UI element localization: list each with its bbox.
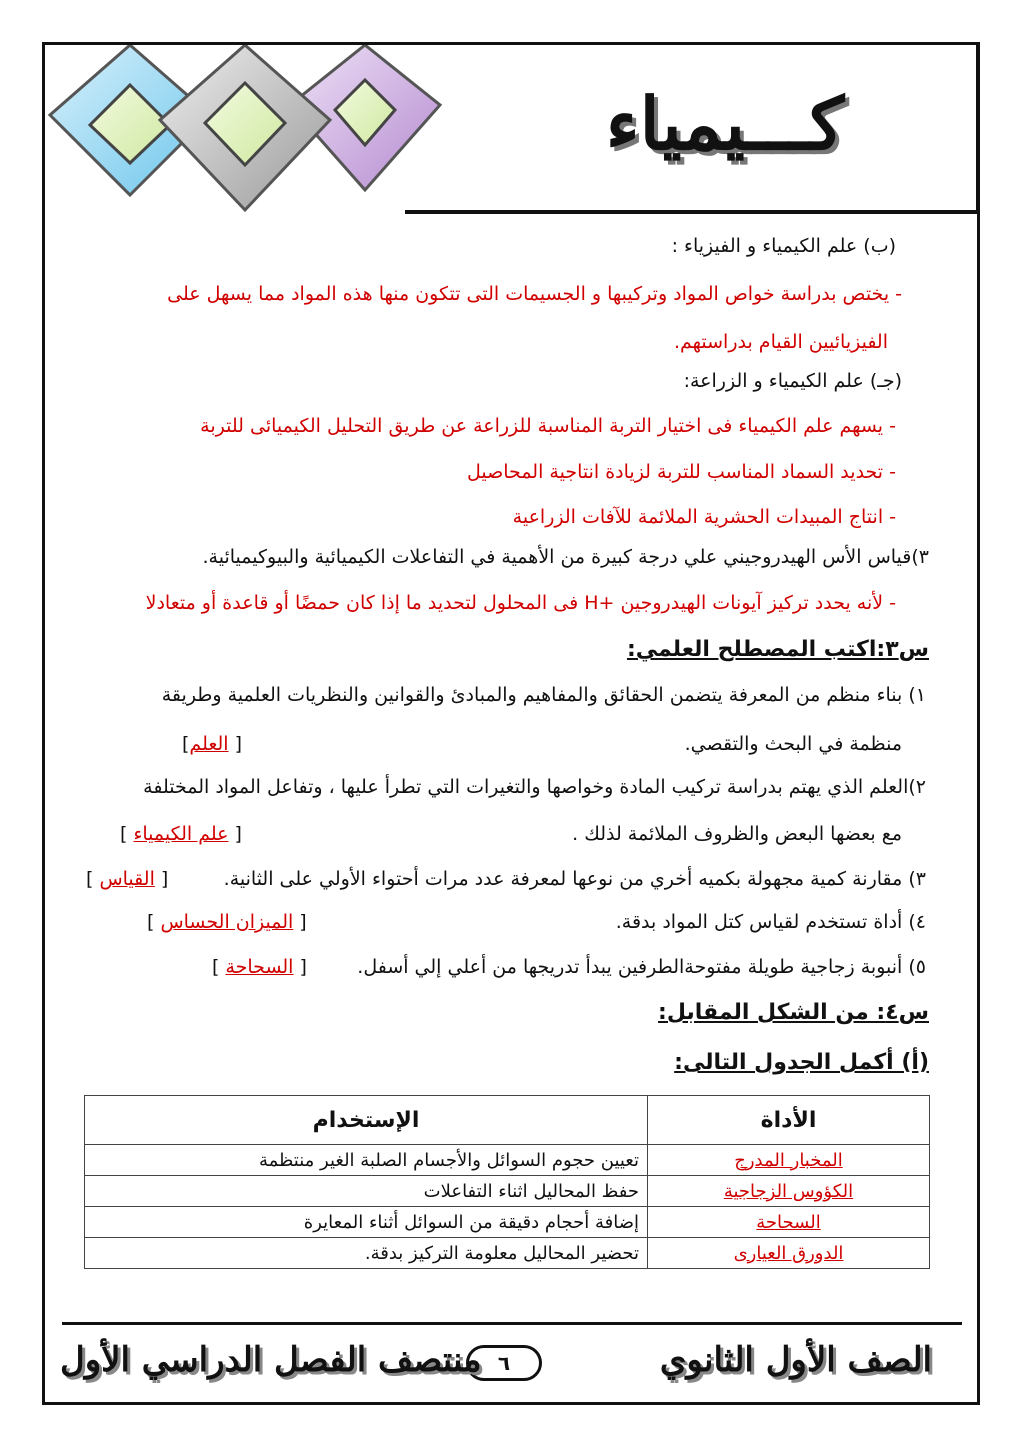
answer-text: القياس: [99, 868, 155, 890]
answer-text: السحاحة: [225, 956, 294, 978]
section-c-item: - يسهم علم الكيمياء فى اختيار التربة المناسبة للزراعة عن طريق التحليل الكيميائى للتربة: [200, 415, 896, 437]
q3-item-2-answer: [ علم الكيمياء ]: [120, 823, 242, 845]
q4-subheading: (أ) أكمل الجدول التالى:: [674, 1050, 929, 1075]
q3-item-4: ٤) أداة تستخدم لقياس كتل المواد بدقة.: [615, 911, 926, 933]
q3-heading: س٣:اكتب المصطلح العلمي:: [626, 637, 929, 662]
diamond-decoration: [45, 45, 445, 215]
q3-item-1-line-2: منظمة في البحث والتقصي.: [684, 733, 902, 755]
use-cell: تحضير المحاليل معلومة التركيز بدقة.: [85, 1238, 648, 1269]
section-c-item: - انتاج المبيدات الحشرية الملائمة للآفات الزراعية: [512, 506, 896, 528]
answer-text: الميزان الحساس: [160, 911, 294, 933]
tools-table: [84, 1095, 930, 1269]
answer-text: العلم: [189, 733, 229, 755]
table-row: [85, 1207, 930, 1238]
table-row: [85, 1145, 930, 1176]
table-row: [85, 1176, 930, 1207]
page-title: كـــيمياء: [605, 81, 845, 166]
q3-item-4-answer: [ الميزان الحساس ]: [147, 911, 307, 933]
page-number: ٦: [466, 1345, 542, 1381]
q3-item-2-line-2: مع بعضها البعض والظروف الملائمة لذلك .: [572, 823, 902, 845]
footer-grade: الصف الأول الثانوي: [659, 1340, 932, 1380]
section-b-text-2: الفيزيائيين القيام بدراستهم.: [673, 331, 888, 353]
diamond-gray: [160, 45, 330, 210]
answer-text: علم الكيمياء: [133, 823, 229, 845]
section-c-heading: (جـ) علم الكيمياء و الزراعة:: [683, 370, 902, 392]
tool-cell: الكؤوس الزجاجية: [648, 1176, 930, 1207]
q3-item-1-line-1: ١) بناء منظم من المعرفة يتضمن الحقائق والمفاهيم والمبادئ والقوانين والنظريات العلمية وطريقة: [161, 684, 926, 706]
tool-cell: الدورق العيارى: [648, 1238, 930, 1269]
use-cell: حفظ المحاليل اثناء التفاعلات: [85, 1176, 648, 1207]
q3-item-3: ٣) مقارنة كمية مجهولة بكميه أخري من نوعها لمعرفة عدد مرات أحتواء الأولي على الثانية.: [223, 868, 926, 890]
section-b-text-1: - يختص بدراسة خواص المواد وتركيبها و الجسيمات التى تتكون منها هذه المواد مما يسهل على: [167, 283, 902, 305]
q4-heading: س٤: من الشكل المقابل:: [658, 1000, 929, 1025]
table-row: [85, 1238, 930, 1269]
table-header-row: [85, 1096, 930, 1145]
section-b-heading: (ب) علم الكيمياء و الفيزياء :: [671, 235, 896, 257]
tool-cell: المخبار المدرج: [648, 1145, 930, 1176]
q3-item-5-answer: [ السحاحة ]: [212, 956, 307, 978]
section-c-item: - تحديد السماد المناسب للتربة لزيادة انتاجية المحاصيل: [467, 461, 896, 483]
header-side-rule: [976, 42, 980, 214]
footer-rule: [62, 1322, 962, 1325]
ph-question: ٣)قياس الأس الهيدروجيني علي درجة كبيرة من الأهمية في التفاعلات الكيميائية والبيوكيميائية.: [202, 546, 929, 568]
q3-item-5: ٥) أنبوبة زجاجية طويلة مفتوحةالطرفين يبدأ تدريجها من أعلي إلي أسفل.: [357, 956, 926, 978]
q3-item-2-line-1: ٢)العلم الذي يهتم بدراسة تركيب المادة وخواصها والتغيرات التي تطرأ عليها ، وتفاعل المواد المختلفة: [143, 776, 926, 798]
use-cell: تعيين حجوم السوائل والأجسام الصلبة الغير منتظمة: [85, 1145, 648, 1176]
footer-term: منتصف الفصل الدراسي الأول: [60, 1340, 482, 1380]
q3-item-3-answer: [ القياس ]: [86, 868, 169, 890]
header-rule: [405, 210, 980, 214]
table-header-use: الإستخدام: [85, 1096, 648, 1145]
ph-answer: - لأنه يحدد تركيز آيونات الهيدروجين +H فى المحلول لتحديد ما إذا كان حمضًا أو قاعدة أو متعادلا: [145, 592, 896, 614]
table-header-tool: الأداة: [648, 1096, 930, 1145]
tool-cell: السحاحة: [648, 1207, 930, 1238]
q3-item-1-answer: [ العلم]: [182, 733, 243, 755]
use-cell: إضافة أحجام دقيقة من السوائل أثناء المعايرة: [85, 1207, 648, 1238]
